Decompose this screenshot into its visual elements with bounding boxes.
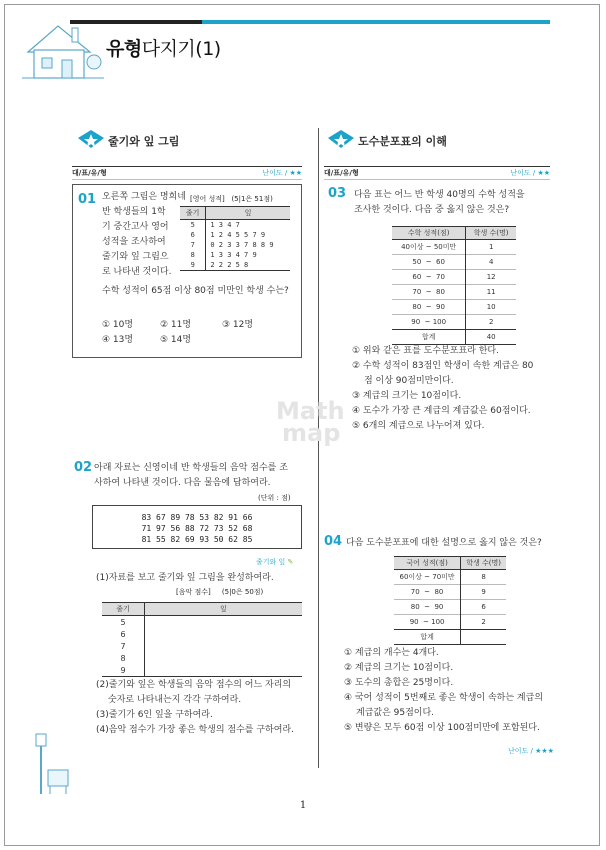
star-badge-icon	[76, 128, 106, 150]
q4-number: 04	[324, 534, 343, 549]
house-illustration	[20, 18, 106, 82]
header-dark-bar	[70, 20, 202, 24]
star-badge-icon	[326, 128, 356, 150]
q4-level: 난이도 / ★★★	[508, 747, 554, 755]
section1-title: 줄기와 잎 그림	[108, 135, 180, 148]
q2-unit: (단위 : 점)	[258, 494, 291, 502]
q2-leaf-blank[interactable]	[145, 616, 303, 629]
q1-text: 오른쪽 그림은 명희네 반 학생들의 1학 기 중간고사 영어 성적을 조사하여 줄기와 잎 그림으 로 나타낸 것이다.	[102, 192, 186, 277]
q4-choices: ① 계급의 개수는 4개다. ② 계급의 크기는 10점이다. ③ 도수의 총합은 25명이다. ④ 국어 성적이 5번째로 좋은 학생이 속하는 계급의 계급값은 95점이다. ⑤ 변량은 모두 60점 이상 100점미만에 포함된다.	[344, 648, 544, 733]
q2-leaf-blank[interactable]	[145, 640, 303, 652]
q3-number: 03	[328, 186, 347, 201]
q1-number: 01	[78, 192, 97, 207]
pencil-icon: ✎	[287, 558, 294, 566]
category-bar-left: 대/표/유/형 난이도 / ★★	[72, 166, 302, 180]
page-title: 유형다지기(1)	[106, 38, 221, 60]
q3-choices: ① 위와 같은 표를 도수분포표라 한다. ② 수학 성적이 83점인 학생이 속한 계급은 80 점 이상 90점미만이다. ③ 계급의 크기는 10점이다. ④ 도수가 가장 큰 계급의 계급값은 60점이다. ⑤ 6개의 계급으로 나누어져 있다.	[352, 346, 534, 431]
q2-caption: [음악 점수] (5|0은 50점)	[176, 588, 264, 596]
q3-intro: 다음 표는 어느 반 학생 40명의 수학 성적을 조사한 것이다. 다음 중 옳지 않은 것은?	[354, 190, 525, 215]
q2-leaf-blank[interactable]	[145, 652, 303, 664]
q4-frequency-table: 국어 성적(점) 학생 수(명) 60이상 ~ 70미만 8 70 ~ 80 9 80 ~ 90 6 90 ~ 100 2 합계	[394, 556, 506, 645]
q4-intro: 다음 도수분포표에 대한 설명으로 옳지 않은 것은?	[346, 538, 542, 548]
q2-number: 02	[74, 460, 93, 475]
q3-frequency-table: 수학 성적(점) 학생 수(명) 40이상 ~ 50미만 1 50 ~ 60 4 60 ~ 70 12 70 ~ 80 11 80 ~ 90 10 90 ~ 100 2 합계 40	[392, 226, 516, 345]
q1-choices: ① 10명 ② 11명 ③ 12명 ④ 13명 ⑤ 14명	[102, 320, 254, 345]
category-bar-right: 대/표/유/형 난이도 / ★★	[324, 166, 550, 180]
column-divider	[318, 128, 319, 768]
q2-hint-label: 줄기와 잎 ✎	[256, 558, 294, 566]
page-number: 1	[299, 800, 307, 811]
lamp-bench-illustration	[26, 730, 74, 796]
q2-stem-leaf-table: 줄기 잎 5 6 7 8 9	[102, 602, 302, 677]
q1-stem-leaf-table: 줄기 잎 5 1 3 4 7 6 1 2 4 5 5 7 9 7 0 2 3 3 7 8 8 9 8 1 3 3 4 7 9 9 2 2 2 5 8	[180, 206, 290, 271]
q2-data-box: 83 67 89 78 53 82 91 66 71 97 56 88 72 73 52 68 81 55 82 69 93 50 62 85	[92, 505, 302, 549]
q2-leaf-blank[interactable]	[145, 628, 303, 640]
q1-caption: [영어 성적] (5|1은 51점)	[190, 195, 273, 203]
q2-leaf-blank[interactable]	[145, 664, 303, 677]
q2-intro: 아래 자료는 신영이네 반 학생들의 음악 점수를 조 사하여 나타낸 것이다. 다음 물음에 답하여라.	[94, 463, 288, 488]
section2-title: 도수분포표의 이해	[358, 135, 447, 148]
q1-question: 수학 성적이 65점 이상 80점 미만인 학생 수는?	[102, 286, 289, 296]
q2-sub-questions: (2)줄기와 잎은 학생들의 음악 점수의 어느 자리의 숫자로 나타내는지 각각 구하여라. (3)줄기가 6인 잎을 구하여라. (4)음악 점수가 가장 좋은 학생의 점수를 구하여라.	[96, 680, 294, 735]
q2-sub1: (1)자료를 보고 줄기와 잎 그림을 완성하여라.	[96, 573, 274, 583]
watermark: Math map	[276, 397, 345, 447]
q4-total-blank[interactable]	[461, 630, 506, 645]
